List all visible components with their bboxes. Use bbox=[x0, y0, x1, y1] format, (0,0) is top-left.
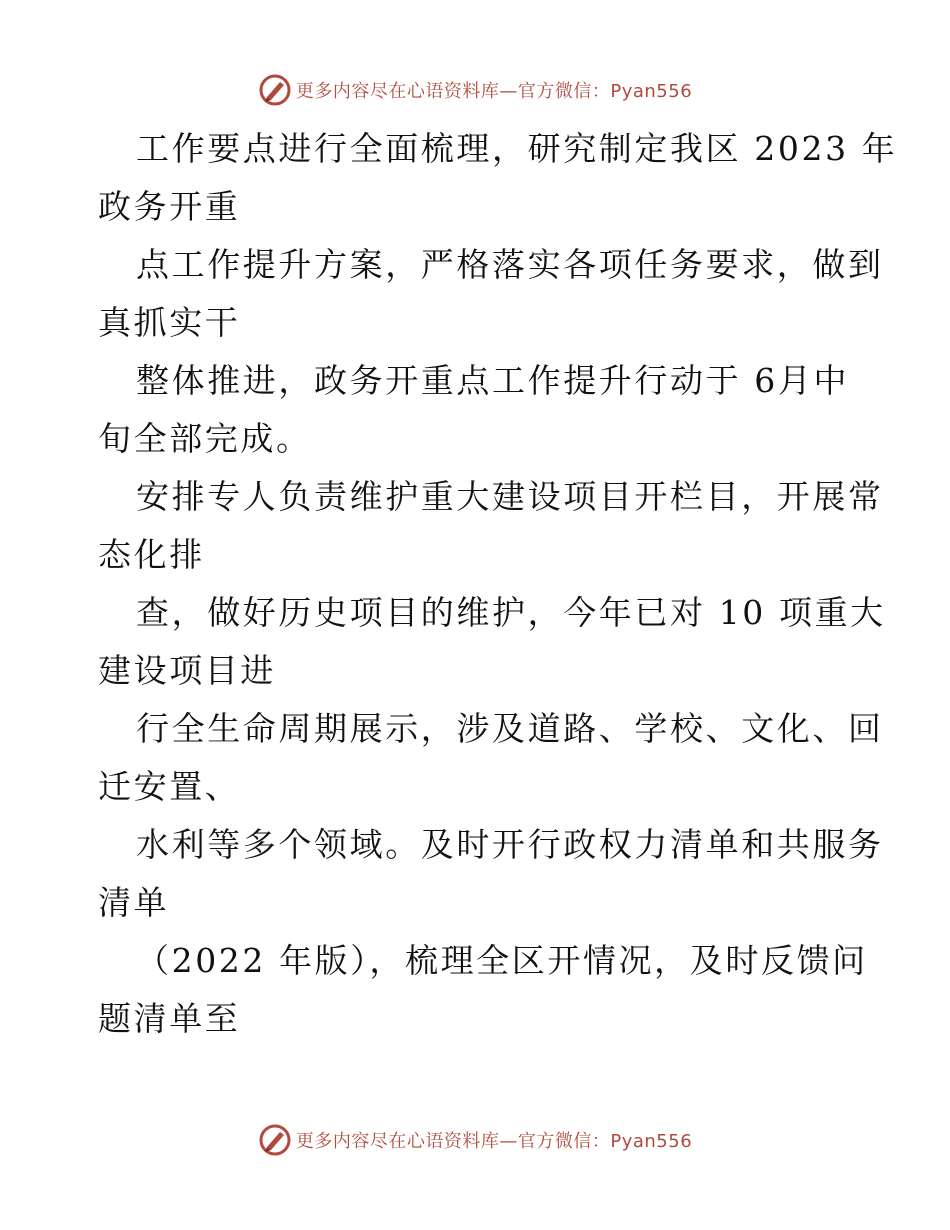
banner-text bbox=[296, 1127, 692, 1153]
text-line: 题清单至 bbox=[98, 999, 241, 1038]
text-line: （2022 年版），梳理全区开情况，及时反馈问 bbox=[136, 941, 868, 980]
banner-wechat-text: 官方微信：Pyan556 bbox=[517, 1131, 693, 1152]
text-line: 查，做好历史项目的维护，今年已对 10 项重大 bbox=[136, 593, 886, 632]
text-line: 工作要点进行全面梳理，研究制定我区 2023 年 bbox=[136, 129, 898, 168]
header-watermark bbox=[0, 70, 950, 110]
text-line: 迁安置、 bbox=[98, 767, 241, 806]
text-line: 旬全部完成。 bbox=[98, 419, 312, 458]
banner-wechat-text: 官方微信：Pyan556 bbox=[517, 81, 693, 102]
text-line: 水利等多个领域。及时开行政权力清单和共服务 bbox=[136, 825, 884, 864]
document-body bbox=[98, 120, 898, 1048]
banner-site-text: 更多内容尽在心语资料库 bbox=[295, 1131, 500, 1152]
text-line: 清单 bbox=[98, 883, 170, 922]
text-line: 安排专人负责维护重大建设项目开栏目，开展常 bbox=[136, 477, 884, 516]
banner-separator: — bbox=[499, 1131, 518, 1152]
pen-logo-icon bbox=[258, 73, 292, 107]
text-line: 点工作提升方案，严格落实各项任务要求，做到 bbox=[136, 245, 884, 284]
banner-separator: — bbox=[499, 81, 518, 102]
text-line: 整体推进，政务开重点工作提升行动于 6月中 bbox=[136, 361, 850, 400]
banner-site-text: 更多内容尽在心语资料库 bbox=[295, 81, 500, 102]
text-line: 行全生命周期展示，涉及道路、学校、文化、回 bbox=[136, 709, 884, 748]
pen-logo-icon bbox=[258, 1123, 292, 1157]
text-line: 态化排 bbox=[98, 535, 205, 574]
banner-text bbox=[296, 77, 692, 103]
text-line: 建设项目进 bbox=[98, 651, 276, 690]
text-line: 政务开重 bbox=[98, 187, 241, 226]
text-line: 真抓实干 bbox=[98, 303, 241, 342]
footer-watermark bbox=[0, 1120, 950, 1160]
